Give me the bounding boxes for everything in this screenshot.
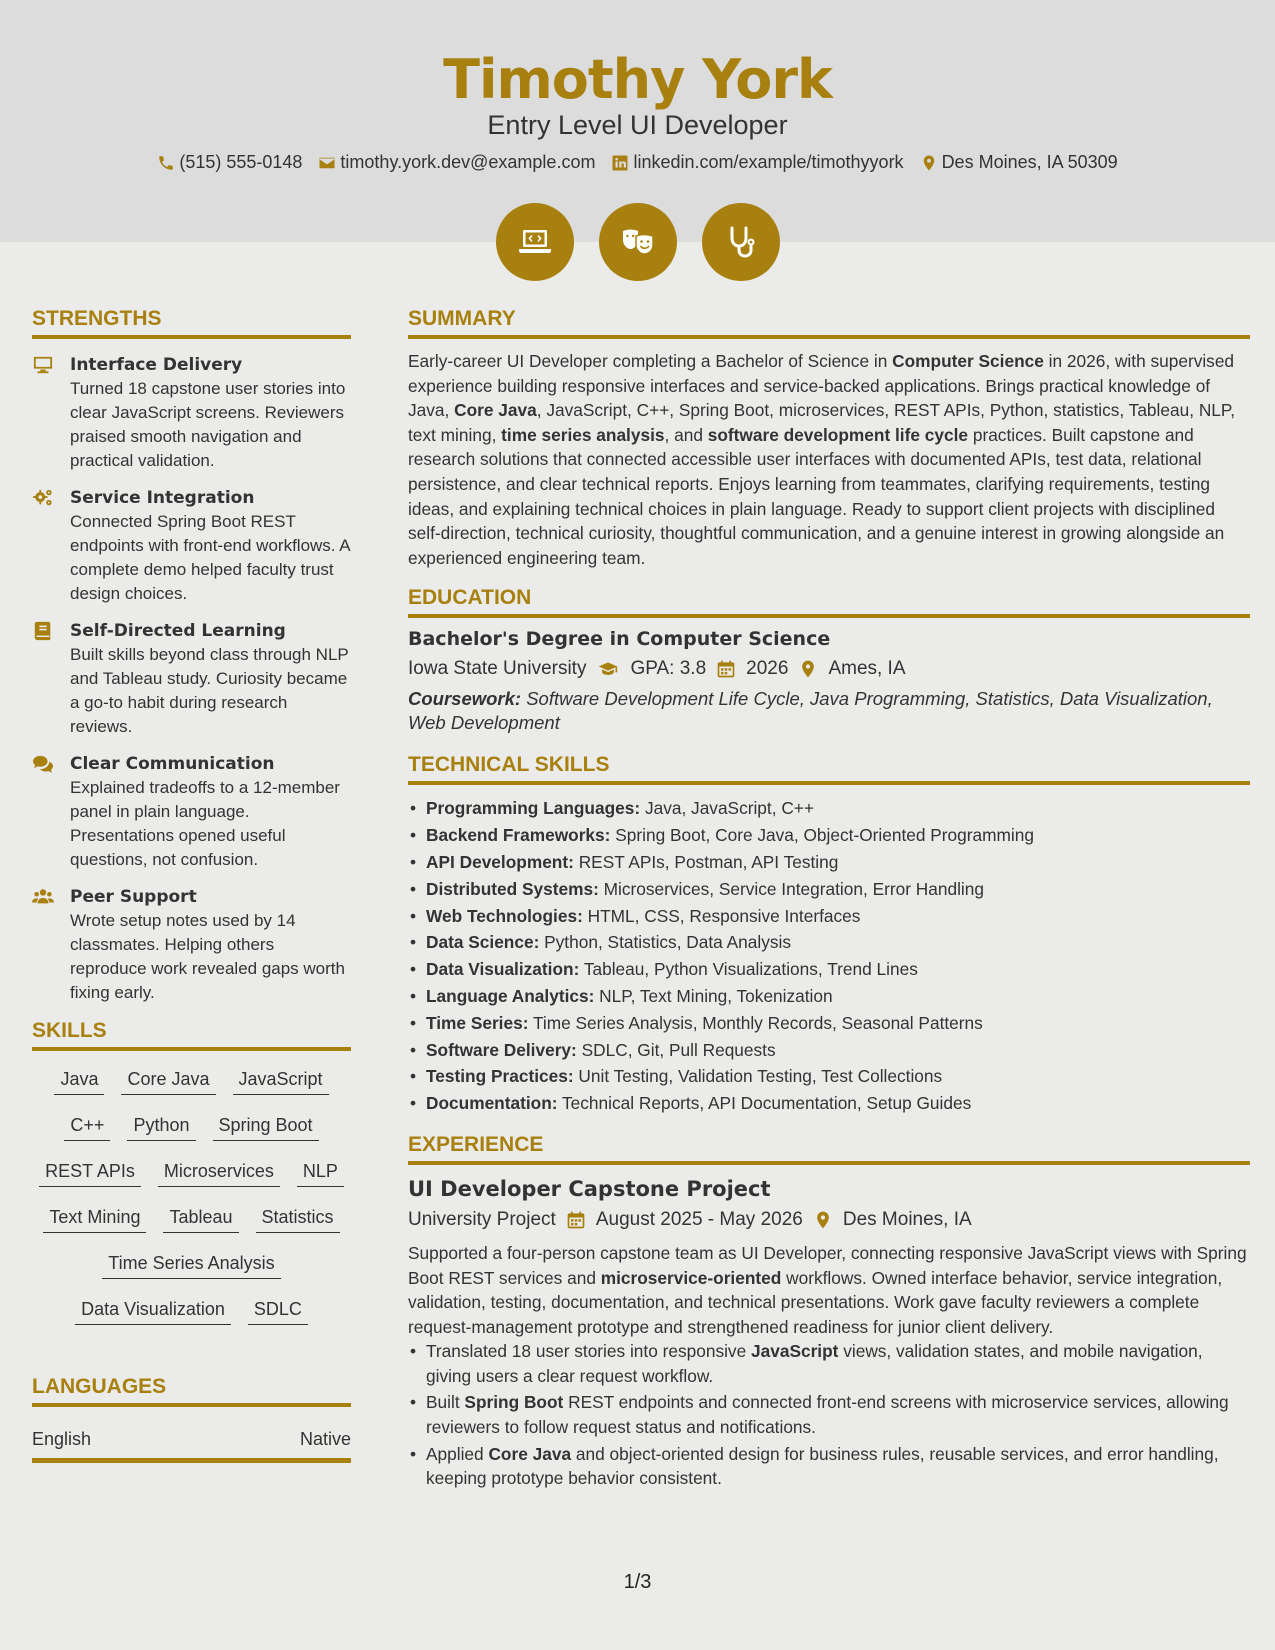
strength-item xyxy=(32,353,351,473)
strength-title: Self-Directed Learning xyxy=(70,621,286,641)
technical-skill-item: • Data Visualization: Tableau, Python Visualizations, Trend Lines xyxy=(408,956,1250,983)
job-dates: August 2025 - May 2026 xyxy=(595,1208,803,1230)
skill-tag: NLP xyxy=(297,1159,344,1187)
skill-tag: SDLC xyxy=(248,1297,308,1325)
stethoscope-badge xyxy=(702,203,780,281)
job-location: Des Moines, IA xyxy=(842,1208,972,1230)
strengths-heading: STRENGTHS xyxy=(32,307,351,339)
contact-linkedin[interactable] xyxy=(611,152,903,173)
technical-skill-item: • Language Analytics: NLP, Text Mining, Tokenization xyxy=(408,983,1250,1010)
skill-tag: Data Visualization xyxy=(75,1297,231,1325)
location-text: Des Moines, IA 50309 xyxy=(941,152,1118,172)
strength-item xyxy=(32,752,351,872)
strength-item xyxy=(32,486,351,606)
job-bullet: • Built Spring Boot REST endpoints and connected front-end screens with microservice services, allowing reviewers to follow request status and notifications. xyxy=(408,1390,1250,1439)
language-level: Native xyxy=(299,1429,351,1449)
school-location: Ames, IA xyxy=(828,658,906,680)
experience-heading: EXPERIENCE xyxy=(408,1133,1250,1165)
theater-masks-icon xyxy=(618,222,658,262)
languages-heading: LANGUAGES xyxy=(32,1375,351,1407)
job-bullet: • Translated 18 user stories into responsive JavaScript views, validation states, and mobile navigation, giving users a clear request workflow. xyxy=(408,1339,1250,1388)
contact-location xyxy=(920,152,1118,173)
strength-description: Wrote setup notes used by 14 classmates. Helping others reproduce work revealed gaps worth fixing early. xyxy=(70,911,345,1002)
skill-tag: JavaScript xyxy=(233,1067,329,1095)
interest-badges xyxy=(0,203,1275,281)
technical-skill-item: • Programming Languages: Java, JavaScript, C++ xyxy=(408,795,1250,822)
graduation-year: 2026 xyxy=(746,658,789,680)
candidate-role: Entry Level UI Developer xyxy=(487,110,788,140)
book-icon xyxy=(32,619,56,739)
job-meta xyxy=(408,1207,1250,1233)
technical-skill-item: • Software Delivery: SDLC, Git, Pull Requests xyxy=(408,1037,1250,1064)
strength-title: Service Integration xyxy=(70,488,255,508)
summary-text: Early-career UI Developer completing a Bachelor of Science in Computer Science in 2026, with supervised experience building responsive interfaces and service-backed applications. Brings practical knowledge of Java, Core Java, JavaScript, C++, Spring Boot, microservices, REST APIs, Python, statistics, Tableau, NLP, text mining, time series analysis, and software development life cycle practices. Built capstone and research solutions that connected accessible user interfaces with documented APIs, test data, relational persistence, and clear technical reports. Enjoys learning from teammates, clarifying requirements, testing ideas, and explaining technical choices in plain language. Ready to support client projects with disciplined self-direction, technical curiosity, thoughtful communication, and a genuine interest in growing alongside an experienced engineering team. xyxy=(408,351,1236,568)
school-name: Iowa State University xyxy=(408,658,587,680)
skill-tag: Time Series Analysis xyxy=(102,1251,280,1279)
strength-title: Peer Support xyxy=(70,887,197,907)
graduation-cap-icon xyxy=(596,659,620,679)
left-column xyxy=(32,307,351,1463)
calendar-icon xyxy=(716,659,736,679)
technical-skill-item: • API Development: REST APIs, Postman, API Testing xyxy=(408,849,1250,876)
map-pin-icon xyxy=(920,154,938,172)
degree-title: Bachelor's Degree in Computer Science xyxy=(408,628,831,651)
contact-email[interactable] xyxy=(318,152,595,173)
contact-row xyxy=(0,152,1275,173)
strength-description: Built skills beyond class through NLP and Tableau study. Curiosity became a go-to habit during research reviews. xyxy=(70,645,349,736)
strength-item xyxy=(32,885,351,1005)
strength-title: Interface Delivery xyxy=(70,355,243,375)
strength-item xyxy=(32,619,351,739)
skill-tag: Microservices xyxy=(158,1159,280,1187)
technical-skill-item: • Backend Frameworks: Spring Boot, Core Java, Object-Oriented Programming xyxy=(408,822,1250,849)
language-row xyxy=(32,1417,351,1463)
linkedin-icon xyxy=(611,154,629,172)
stethoscope-icon xyxy=(721,222,761,262)
strength-description: Explained tradeoffs to a 12-member panel in plain language. Presentations opened useful questions, not confusion. xyxy=(70,778,340,869)
skill-tag: REST APIs xyxy=(39,1159,141,1187)
email-text: timothy.york.dev@example.com xyxy=(340,152,596,172)
envelope-icon xyxy=(318,154,336,172)
job-bullets xyxy=(408,1339,1250,1491)
comments-icon xyxy=(32,752,56,872)
skill-tag: Java xyxy=(54,1067,104,1095)
technical-skill-item: • Documentation: Technical Reports, API Documentation, Setup Guides xyxy=(408,1090,1250,1117)
linkedin-text: linkedin.com/example/timothyyork xyxy=(633,152,904,172)
right-column xyxy=(408,307,1250,1493)
technical-skill-item: • Testing Practices: Unit Testing, Validation Testing, Test Collections xyxy=(408,1063,1250,1090)
job-description: Supported a four-person capstone team as UI Developer, connecting responsive JavaScript views with Spring Boot REST services and microservice-oriented workflows. Owned interface behavior, service integration, validation, testing, documentation, and technical presentations. Work gave faculty reviewers a complete request-management prototype and strengthened readiness for junior client delivery. xyxy=(408,1242,1247,1337)
candidate-name: Timothy York xyxy=(443,48,832,111)
laptop-code-badge xyxy=(496,203,574,281)
strength-title: Clear Communication xyxy=(70,754,275,774)
theater-masks-badge xyxy=(599,203,677,281)
contact-phone[interactable] xyxy=(157,152,302,173)
skills-list xyxy=(32,1061,351,1325)
map-pin-icon xyxy=(798,659,818,679)
strength-description: Turned 18 capstone user stories into clear JavaScript screens. Reviewers praised smooth navigation and practical validation. xyxy=(70,379,346,470)
gears-icon xyxy=(32,486,56,606)
map-pin-icon xyxy=(813,1210,833,1230)
education-heading: EDUCATION xyxy=(408,586,1250,618)
skill-tag: Core Java xyxy=(121,1067,215,1095)
job-bullet: • Applied Core Java and object-oriented design for business rules, reusable services, and error handling, keeping prototype behavior consistent. xyxy=(408,1442,1250,1491)
skill-tag: Statistics xyxy=(256,1205,340,1233)
technical-skills-heading: TECHNICAL SKILLS xyxy=(408,753,1250,785)
technical-skill-item: • Distributed Systems: Microservices, Service Integration, Error Handling xyxy=(408,876,1250,903)
summary-heading: SUMMARY xyxy=(408,307,1250,339)
skills-heading: SKILLS xyxy=(32,1019,351,1051)
technical-skills-list xyxy=(408,795,1250,1117)
phone-icon xyxy=(157,154,175,172)
skill-tag: C++ xyxy=(64,1113,110,1141)
phone-text: (515) 555-0148 xyxy=(179,152,303,172)
skill-tag: Text Mining xyxy=(43,1205,146,1233)
skill-tag: Spring Boot xyxy=(213,1113,319,1141)
users-icon xyxy=(32,885,56,1005)
monitor-icon xyxy=(32,353,56,473)
job-title: UI Developer Capstone Project xyxy=(408,1176,771,1201)
strengths-list xyxy=(32,349,351,1005)
skill-tag: Tableau xyxy=(163,1205,238,1233)
education-meta xyxy=(408,656,1250,682)
technical-skill-item: • Data Science: Python, Statistics, Data Analysis xyxy=(408,929,1250,956)
technical-skill-item: • Web Technologies: HTML, CSS, Responsive Interfaces xyxy=(408,903,1250,930)
language-name: English xyxy=(32,1429,92,1449)
gpa: GPA: 3.8 xyxy=(630,658,707,680)
technical-skill-item: • Time Series: Time Series Analysis, Monthly Records, Seasonal Patterns xyxy=(408,1010,1250,1037)
skill-tag: Python xyxy=(127,1113,195,1141)
page-number: 1/3 xyxy=(623,1571,652,1593)
laptop-code-icon xyxy=(515,222,555,262)
coursework: Coursework: Software Development Life Cycle, Java Programming, Statistics, Data Visualization, Web Development xyxy=(408,688,1213,734)
calendar-icon xyxy=(566,1210,586,1230)
strength-description: Connected Spring Boot REST endpoints with front-end workflows. A complete demo helped faculty trust design choices. xyxy=(70,512,350,603)
organization: University Project xyxy=(408,1208,556,1230)
